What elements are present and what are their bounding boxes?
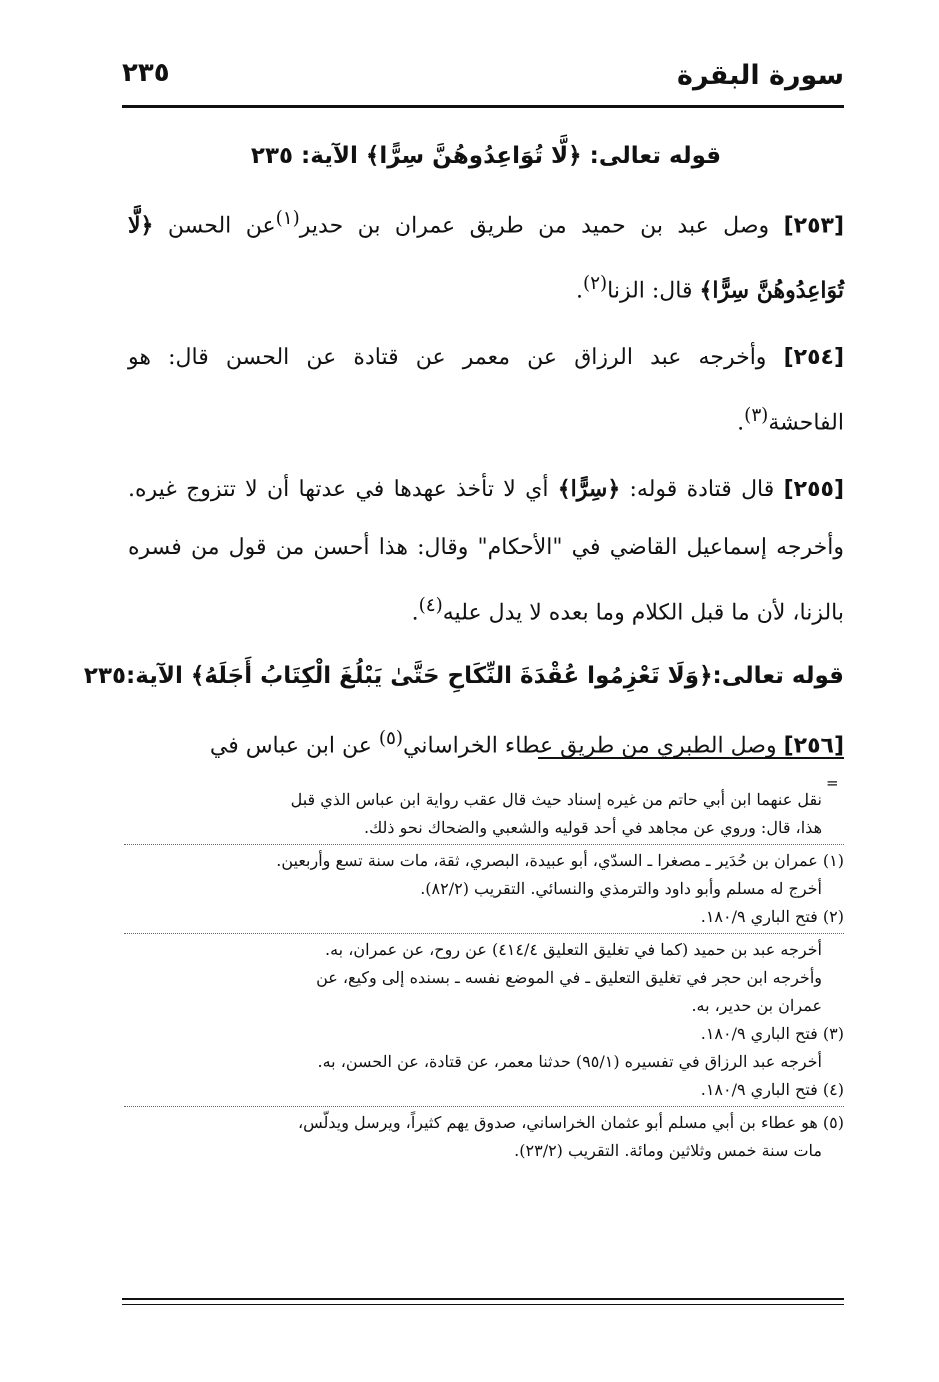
entry-number: [٢٥٤] bbox=[783, 344, 844, 370]
page-number: ٢٣٥ bbox=[122, 58, 170, 88]
entry-number: [٢٥٦] bbox=[783, 733, 844, 759]
continuation-mark: = bbox=[826, 774, 839, 792]
footnote-4: (٤) فتح الباري ١٨٠/٩. bbox=[700, 1080, 844, 1099]
footnote-divider bbox=[124, 933, 844, 934]
paragraph-text: . bbox=[737, 409, 745, 435]
footnote-continuation: نقل عنهما ابن أبي حاتم من غيره إسناد حيث قال عقب رواية ابن عباس الذي قبل bbox=[290, 790, 822, 809]
footnote-ref: (٣) bbox=[744, 404, 769, 426]
paragraph-text: وصل الطبري من طريق عطاء الخراساني bbox=[403, 733, 784, 759]
paragraph-text: . bbox=[411, 600, 419, 626]
paragraph-text: أي لا تأخذ عهدها في عدتها أن لا تتزوج غيره. وأخرجه إسماعيل القاضي في "الأحكام" وقال: هذا أحسن من قول من فسره بالزنا، لأن ما قبل الكلام وما بعده لا يدل عليه bbox=[128, 476, 844, 626]
footnote-ref: (٤) bbox=[418, 594, 443, 616]
footnote-separator bbox=[538, 757, 844, 759]
quran-quote: ﴿لَّا تُوَاعِدُوهُنَّ سِرًّا﴾ bbox=[128, 212, 844, 304]
verse-heading-2: قوله تعالى:﴿وَلَا تَعْزِمُوا عُقْدَةَ النِّكَاحِ حَتَّىٰ يَبْلُغَ الْكِتَابُ أَجَلَهُ﴾ الآية:٢٣٥ bbox=[83, 663, 844, 690]
footnote-ref: (٢) bbox=[582, 273, 608, 295]
footnote-1: (١) عمران بن حُدَير ـ مصغرا ـ السدّي، أبو عبيدة، البصري، ثقة، مات سنة تسع وأربعين. bbox=[276, 851, 844, 870]
bottom-rule bbox=[122, 1304, 844, 1305]
entry-number: [٢٥٣] bbox=[783, 213, 845, 239]
quran-quote: ﴿سِرًّا﴾ bbox=[557, 475, 621, 502]
paragraph-255 bbox=[128, 460, 844, 642]
footnote-2-line: وأخرجه ابن حجر في تغليق التعليق ـ في الموضع نفسه ـ بسنده إلى وكيع، عن bbox=[316, 968, 822, 987]
paragraph-text: قال قتادة قوله: bbox=[620, 476, 784, 502]
footnote-5: (٥) هو عطاء بن أبي مسلم أبو عثمان الخراساني، صدوق يهم كثيراً، ويرسل ويدلّس، bbox=[297, 1113, 844, 1132]
paragraph-text: عن الحسن bbox=[153, 213, 276, 239]
footnotes bbox=[124, 786, 844, 1165]
paragraph-text: قال: الزنا bbox=[607, 278, 700, 304]
paragraph-text: وصل عبد بن حميد من طريق عمران بن حدير bbox=[299, 213, 784, 239]
footnote-divider bbox=[124, 844, 844, 845]
header-rule bbox=[122, 105, 844, 108]
footnote-3: (٣) فتح الباري ١٨٠/٩. bbox=[700, 1024, 844, 1043]
paragraph-256 bbox=[128, 710, 844, 775]
paragraph-253 bbox=[128, 190, 844, 321]
paragraph-text: وأخرجه عبد الرزاق عن معمر عن قتادة عن الحسن قال: هو الفاحشة bbox=[128, 344, 844, 435]
footnote-3-line: أخرجه عبد الرزاق في تفسيره (٩٥/١) حدثنا معمر، عن قتادة، عن الحسن، به. bbox=[317, 1052, 822, 1071]
footnote-5-line: مات سنة خمس وثلاثين ومائة. التقريب (٢٣/٢). bbox=[514, 1141, 822, 1160]
entry-number: [٢٥٥] bbox=[783, 476, 844, 502]
footnote-2-line: أخرجه عبد بن حميد (كما في تغليق التعليق ٤١٤/٤) عن روح، عن عمران، به. bbox=[325, 940, 822, 959]
footnote-ref: (٥) bbox=[378, 728, 404, 750]
page-header bbox=[122, 52, 844, 108]
footnote-divider bbox=[124, 1106, 844, 1107]
bottom-rule bbox=[122, 1298, 844, 1300]
footnote-continuation: هذا، قال: وروي عن مجاهد في أحد قوليه والشعبي والضحاك نحو ذلك. bbox=[363, 818, 822, 837]
paragraph-254 bbox=[128, 329, 844, 452]
footnote-2-line: عمران بن حدير، به. bbox=[691, 996, 822, 1015]
paragraph-text: . bbox=[575, 278, 583, 304]
footnote-2: (٢) فتح الباري ١٨٠/٩. bbox=[700, 907, 844, 926]
verse-heading-1: قوله تعالى: ﴿لَّا تُوَاعِدُوهُنَّ سِرًّا﴾ الآية: ٢٣٥ bbox=[250, 143, 722, 169]
running-title: سورة البقرة bbox=[677, 60, 844, 91]
main-text bbox=[83, 130, 845, 784]
footnote-1-line: أخرج له مسلم وأبو داود والترمذي والنسائي. التقريب (٨٢/٢). bbox=[420, 879, 822, 898]
paragraph-text: عن ابن عباس في bbox=[209, 733, 379, 759]
footnote-ref: (١) bbox=[275, 208, 300, 229]
